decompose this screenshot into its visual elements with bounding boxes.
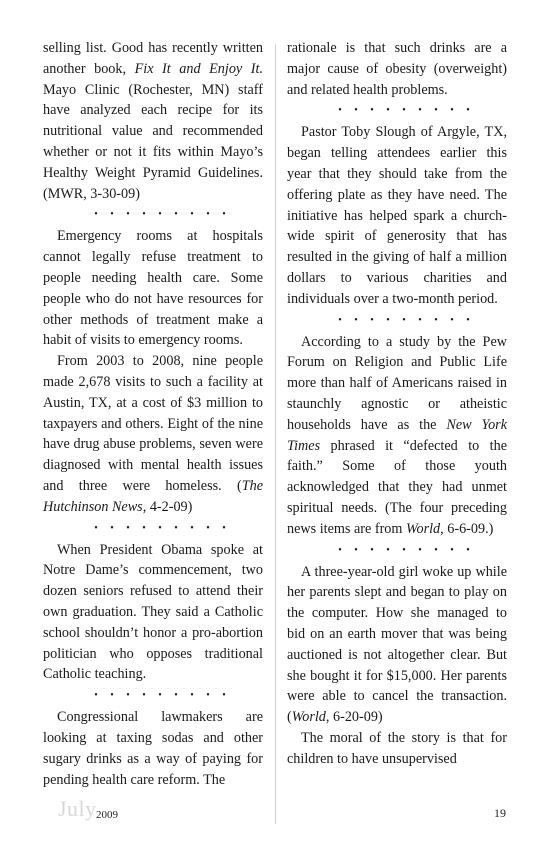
article-paragraph: From 2003 to 2008, nine people made 2,678 visits to such a facility at Austin, TX, at a cost of $3 million to taxpayers and others. Eight of the nine have drug abuse problems, seven were diagnosed with mental health issues and three were homeless. (The Hutchinson News, 4-2-09): [43, 353, 263, 515]
article-paragraph: Congressional lawmakers are looking at taxing sodas and other sugary drinks as a way of paying for pending health care reform. The: [43, 709, 263, 788]
section-separator: • • • • • • • • •: [338, 544, 475, 556]
article-paragraph: Emergency rooms at hospitals cannot legally refuse treatment to people needing health care. Some people who do not have resources for other methods of treatment make a habit of visits to emergency rooms.: [43, 228, 263, 349]
article-paragraph: selling list. Good has recently written another book, Fix It and Enjoy It. Mayo Clinic (Rochester, MN) staff have analyzed each recipe for its nutritional value and recommended whether or not it fits within Mayo’s Healthy Weight Pyramid Guidelines. (MWR, 3-30-09): [43, 40, 263, 202]
column-divider: [275, 44, 276, 824]
footer-month: July: [58, 796, 97, 821]
footer-year: 2009: [96, 809, 118, 821]
article-paragraph: rationale is that such drinks are a major cause of obesity (overweight) and related health problems.: [287, 40, 507, 98]
section-separator: • • • • • • • • •: [338, 314, 475, 326]
right-column: [287, 38, 507, 770]
article-paragraph: A three-year-old girl woke up while her parents slept and began to play on the computer. How she managed to bid on an earth mover that was being auctioned is not altogether clear. But she bought it for $15,000. Her parents were able to cancel the transaction. (World, 6-20-09): [287, 563, 507, 726]
article-paragraph: The moral of the story is that for children to have unsupervised: [287, 729, 507, 767]
article-paragraph: Pastor Toby Slough of Argyle, TX, began telling attendees earlier this year that they should take from the offering plate as they have need. The initiative has helped spark a church-wide spirit of generosity that has resulted in the giving of half a million dollars to various charities and individuals over a two-month period.: [287, 124, 507, 307]
section-separator: • • • • • • • • •: [94, 522, 231, 534]
section-separator: • • • • • • • • •: [94, 690, 231, 702]
section-separator: • • • • • • • • •: [338, 105, 475, 117]
page-number: 19: [494, 806, 506, 820]
article-paragraph: According to a study by the Pew Forum on Religion and Public Life more than half of Americans raised in staunchly agnostic or atheistic households have as the New York Times phrased it “defected to the faith.” Some of those youth acknowledged that they had unmet spiritual needs. (The four preceding news items are from World, 6-6-09.): [287, 333, 507, 537]
section-separator: • • • • • • • • •: [94, 209, 231, 221]
article-paragraph: When President Obama spoke at Notre Dame’s commencement, two dozen seniors refused to attend their own graduation. They said a Catholic school shouldn’t honor a pro-abortion politician who opposes traditional Catholic teaching.: [43, 541, 263, 683]
left-column: [43, 38, 263, 790]
